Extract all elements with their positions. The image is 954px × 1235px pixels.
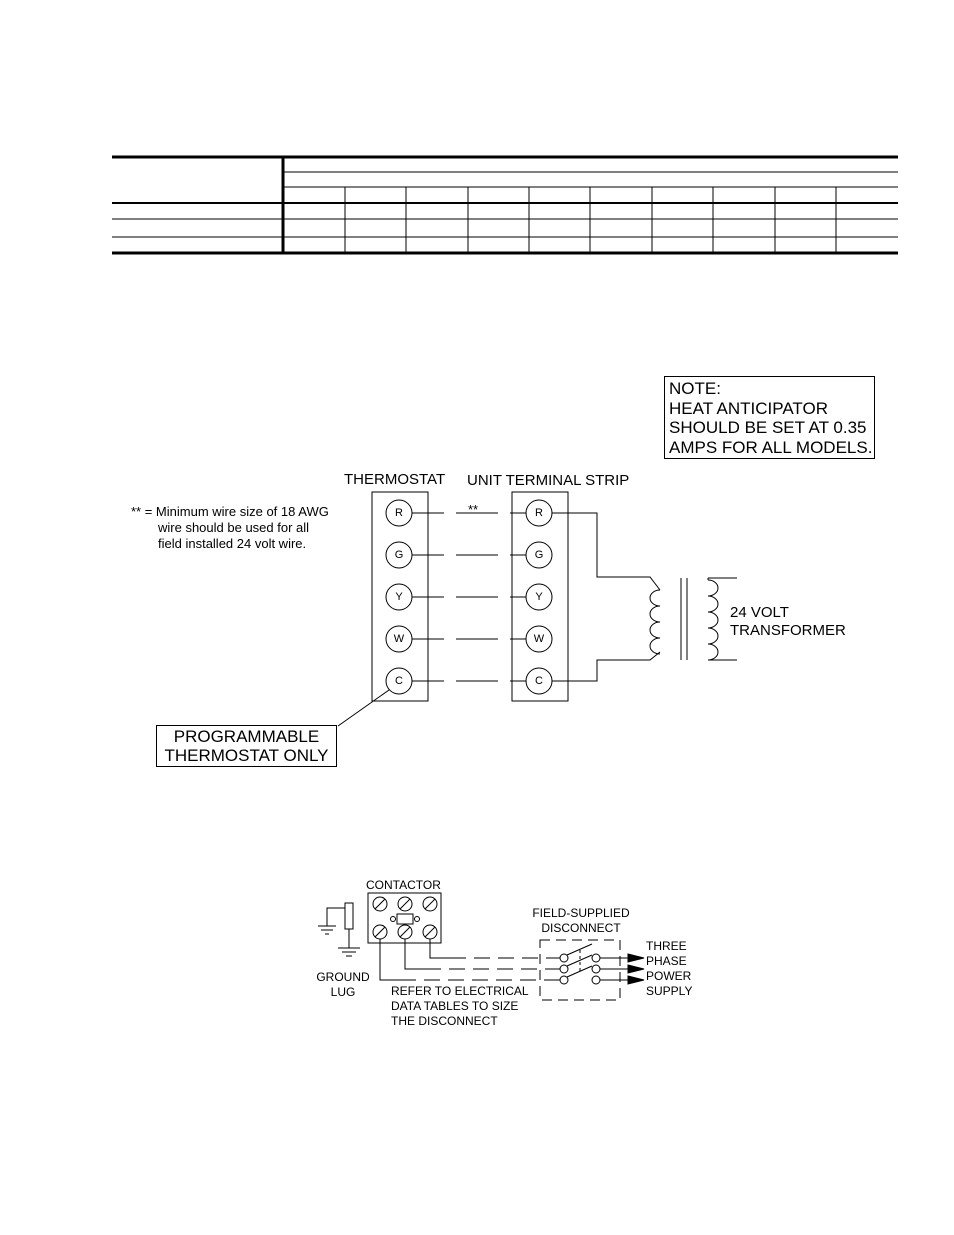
wire-size-marker: **	[468, 502, 479, 517]
refer-note: REFER TO ELECTRICAL DATA TABLES TO SIZE THE DISCONNECT	[391, 984, 529, 1028]
svg-text:W: W	[533, 632, 545, 645]
strip-terminals	[526, 500, 552, 694]
field-wires	[412, 513, 526, 681]
ground-lug-label: GROUND LUG	[316, 970, 370, 999]
strip-terminal-c	[526, 668, 552, 694]
strip-terminal-y	[526, 584, 552, 610]
programmable-thermostat-box: PROGRAMMABLE THERMOSTAT ONLY	[156, 725, 337, 767]
wire-note-line: field installed 24 volt wire.	[158, 536, 307, 551]
thermostat-terminal-y	[386, 584, 412, 610]
transformer-symbol	[650, 578, 737, 660]
programmable-leader	[338, 690, 389, 726]
ground-lug-symbol	[318, 903, 360, 956]
svg-text:C: C	[535, 674, 543, 687]
svg-text:W: W	[393, 632, 405, 645]
empty-table-grid	[112, 157, 898, 253]
thermostat-label: THERMOSTAT	[344, 471, 446, 488]
transformer-label: 24 VOLT TRANSFORMER	[730, 604, 846, 639]
strip-terminal-g	[526, 542, 552, 568]
contactor-symbol	[368, 893, 441, 943]
svg-text:G: G	[394, 548, 404, 561]
wire-note-line: wire should be used for all	[158, 520, 310, 535]
svg-text:G: G	[534, 548, 544, 561]
note-line: SHOULD BE SET AT 0.35	[669, 418, 867, 437]
supply-wires	[380, 939, 560, 980]
svg-text:Y: Y	[535, 590, 543, 603]
contactor-label: CONTACTOR	[366, 878, 441, 892]
strip-terminal-r	[526, 500, 552, 526]
disconnect-symbol	[540, 940, 620, 1000]
wire-note-line: ** = Minimum wire size of 18 AWG	[131, 504, 329, 519]
power-supply-label: THREE PHASE POWER SUPPLY	[646, 939, 693, 998]
svg-text:C: C	[395, 674, 403, 687]
disconnect-label: FIELD-SUPPLIED DISCONNECT	[532, 906, 630, 935]
thermostat-terminal-c	[386, 668, 412, 694]
note-line: NOTE:	[669, 379, 721, 398]
strip-terminal-w	[526, 626, 552, 652]
svg-text:Y: Y	[395, 590, 403, 603]
thermostat-terminals	[386, 500, 412, 694]
terminal-strip-label: UNIT TERMINAL STRIP	[467, 472, 630, 489]
note-line: AMPS FOR ALL MODELS.	[669, 437, 873, 457]
thermostat-terminal-r	[386, 500, 412, 526]
thermostat-terminal-g	[386, 542, 412, 568]
thermostat-terminal-w	[386, 626, 412, 652]
note-line: HEAT ANTICIPATOR	[669, 398, 829, 418]
heat-anticipator-note	[664, 376, 875, 459]
svg-text:R: R	[535, 506, 543, 519]
svg-text:R: R	[395, 506, 403, 519]
power-supply-arrows	[600, 954, 644, 984]
